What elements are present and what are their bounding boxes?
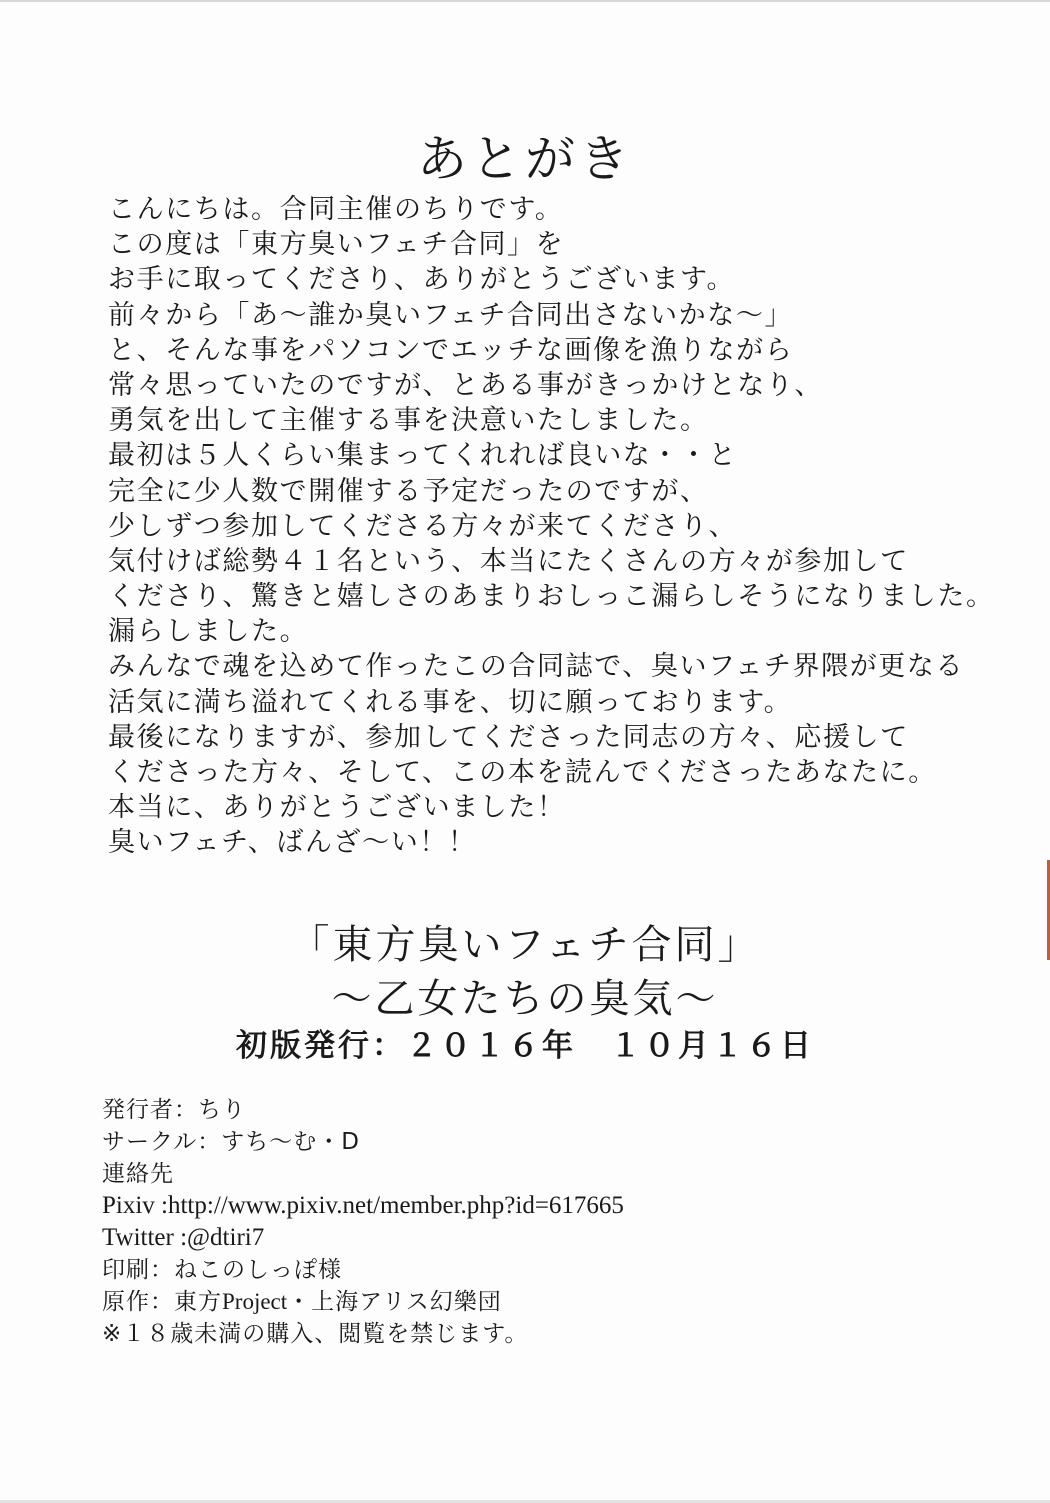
body-line: 気付けば総勢４１名という、本当にたくさんの方々が参加して [108, 545, 909, 577]
body-line: と、そんな事をパソコンでエッチな画像を漁りながら [108, 334, 794, 366]
body-line: こんにちは。合同主催のちりです。 [108, 194, 564, 225]
circle-line: サークル：すち～む・D [102, 1129, 361, 1155]
body-line: 活気に満ち溢れてくれる事を、切に願っております。 [108, 686, 793, 718]
book-subtitle: ～乙女たちの臭気～ [331, 976, 719, 1022]
body-line: 完全に少人数で開催する予定だったのですが、 [108, 475, 709, 507]
body-line: 前々から「あ～誰か臭いフェチ合同出さないかな～」 [108, 299, 794, 331]
body-line: 最後になりますが、参加してくださった同志の方々、応援して [108, 721, 909, 753]
body-line: くださった方々、そして、この本を読んでくださったあなたに。 [108, 757, 937, 788]
contact-label: 連絡先 [102, 1161, 174, 1187]
body-line: お手に取ってくださり、ありがとうございます。 [108, 264, 736, 296]
original-label: 原作：東方 [102, 1289, 222, 1315]
twitter-handle: Twitter :@dtiri7 [102, 1224, 265, 1251]
age-notice: ※１８歳未満の購入、閲覧を禁じます。 [102, 1321, 529, 1347]
book-title: 「東方臭いフェチ合同」 [289, 922, 761, 968]
body-line: 本当に、ありがとうございました！ [108, 792, 566, 824]
body-line: 漏らしました。 [108, 616, 309, 648]
body-line: 臭いフェチ、ばんざ～い！！ [108, 827, 477, 859]
afterword-body [108, 192, 1008, 861]
printing-line: 印刷：ねこのしっぽ様 [102, 1257, 342, 1283]
body-line: みんなで魂を込めて作ったこの合同誌で、臭いフェチ界隈が更なる [108, 651, 965, 683]
original-work-line [102, 1286, 1002, 1318]
page-top-edge [0, 0, 1050, 2]
colophon [102, 1094, 1002, 1350]
body-line: この度は「東方臭いフェチ合同」を [108, 229, 565, 261]
original-rest: ・上海アリス幻樂団 [287, 1289, 502, 1315]
body-line: 勇気を出して主催する事を決意いたしました。 [108, 405, 709, 437]
first-edition-date: 初版発行：２０１６年 １０月１６日 [236, 1028, 814, 1064]
body-line: 少しずつ参加してくださる方々が来てくださり、 [108, 510, 738, 542]
body-line: くださり、驚きと嬉しさのあまりおしっこ漏らしそうになりました。 [108, 581, 995, 613]
body-line: 最初は５人くらい集まってくれれば良いな・・と [108, 440, 738, 472]
afterword-title: あとがき [417, 130, 633, 188]
pixiv-link: Pixiv :http://www.pixiv.net/member.php?id=617665 [102, 1192, 624, 1219]
publisher-line: 発行者：ちり [102, 1097, 246, 1123]
body-line: 常々思っていたのですが、とある事がきっかけとなり、 [108, 369, 823, 401]
original-project: Project [222, 1289, 288, 1314]
